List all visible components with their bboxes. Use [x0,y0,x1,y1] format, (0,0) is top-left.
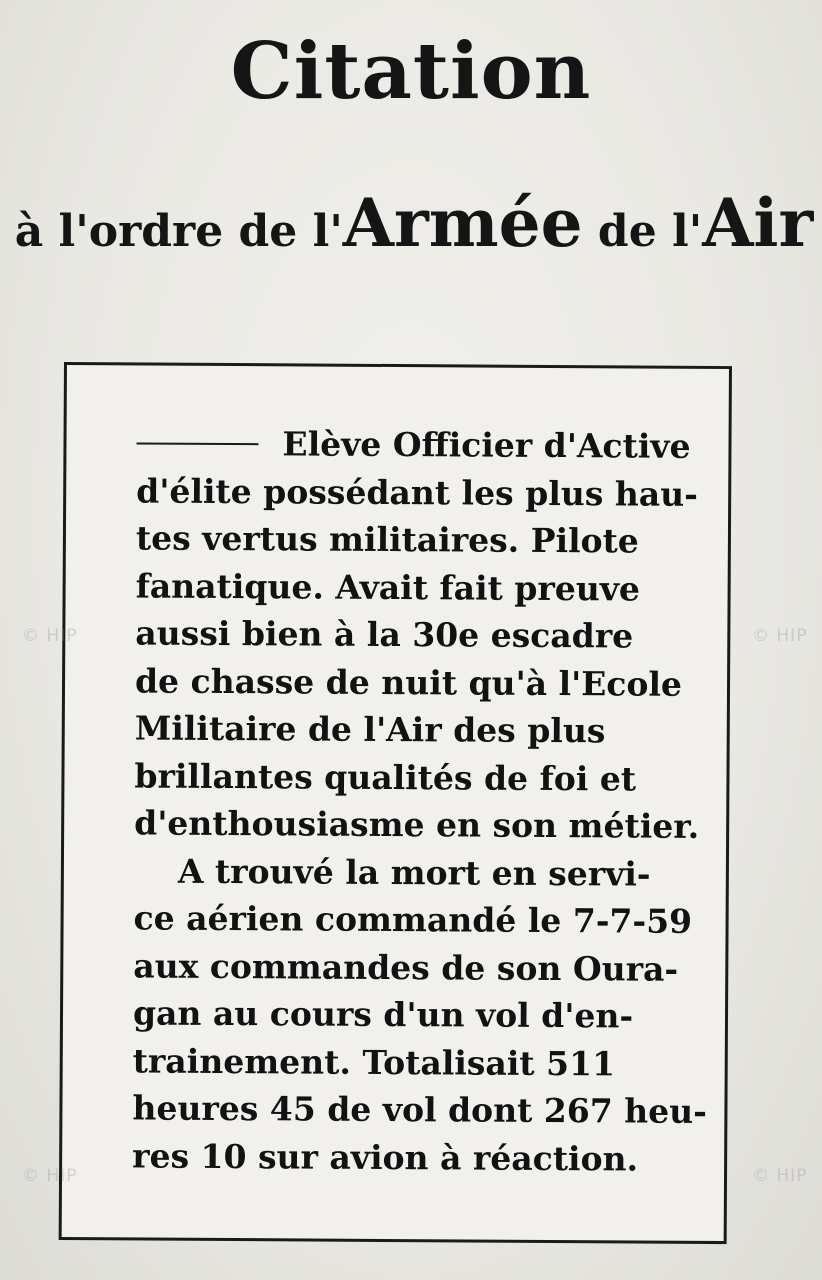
page-title: Citation [230,26,592,117]
citation-line: d'enthousiasme en son métier. [134,803,700,846]
subtitle-middle: de l' [582,206,703,257]
citation-line: d'élite possédant les plus hau- [136,470,699,514]
citation-line: res 10 sur avion à réaction. [132,1135,639,1179]
citation-line: gan au cours d'un vol d'en- [132,993,634,1036]
citation-text [132,419,708,1182]
citation-line: brillantes qualités de foi et [134,755,637,799]
subtitle-word-armee: Armée [342,184,583,262]
citation-line-text: Elève Officier d'Active [282,424,691,466]
citation-line: fanatique. Avait fait preuve [135,565,641,609]
citation-line: ce aérien commandé le 7-7-59 [133,898,693,941]
watermark-right-bottom: © HIP [752,1166,808,1186]
citation-line: de chasse de nuit qu'à l'Ecole [134,660,683,704]
watermark-left-top: © HIP [22,626,78,646]
citation-line: trainement. Totalisait 511 [132,1040,616,1083]
watermark-right-top: © HIP [752,626,808,646]
citation-line: aussi bien à la 30e escadre [135,613,634,656]
citation-line: Militaire de l'Air des plus [134,708,606,751]
citation-line: heures 45 de vol dont 267 heu- [132,1088,708,1131]
subtitle-prefix: à l'ordre de l' [14,206,343,257]
citation-line: A trouvé la mort en servi- [177,851,651,894]
citation-line: tes vertus militaires. Pilote [135,518,639,561]
citation-line [136,419,691,470]
subtitle-word-air: Air [702,184,814,262]
citation-frame [59,362,732,1244]
page-subtitle [14,168,814,287]
watermark-left-bottom: © HIP [22,1166,78,1186]
citation-line: aux commandes de son Oura- [133,945,679,989]
name-blank-line [136,442,258,445]
